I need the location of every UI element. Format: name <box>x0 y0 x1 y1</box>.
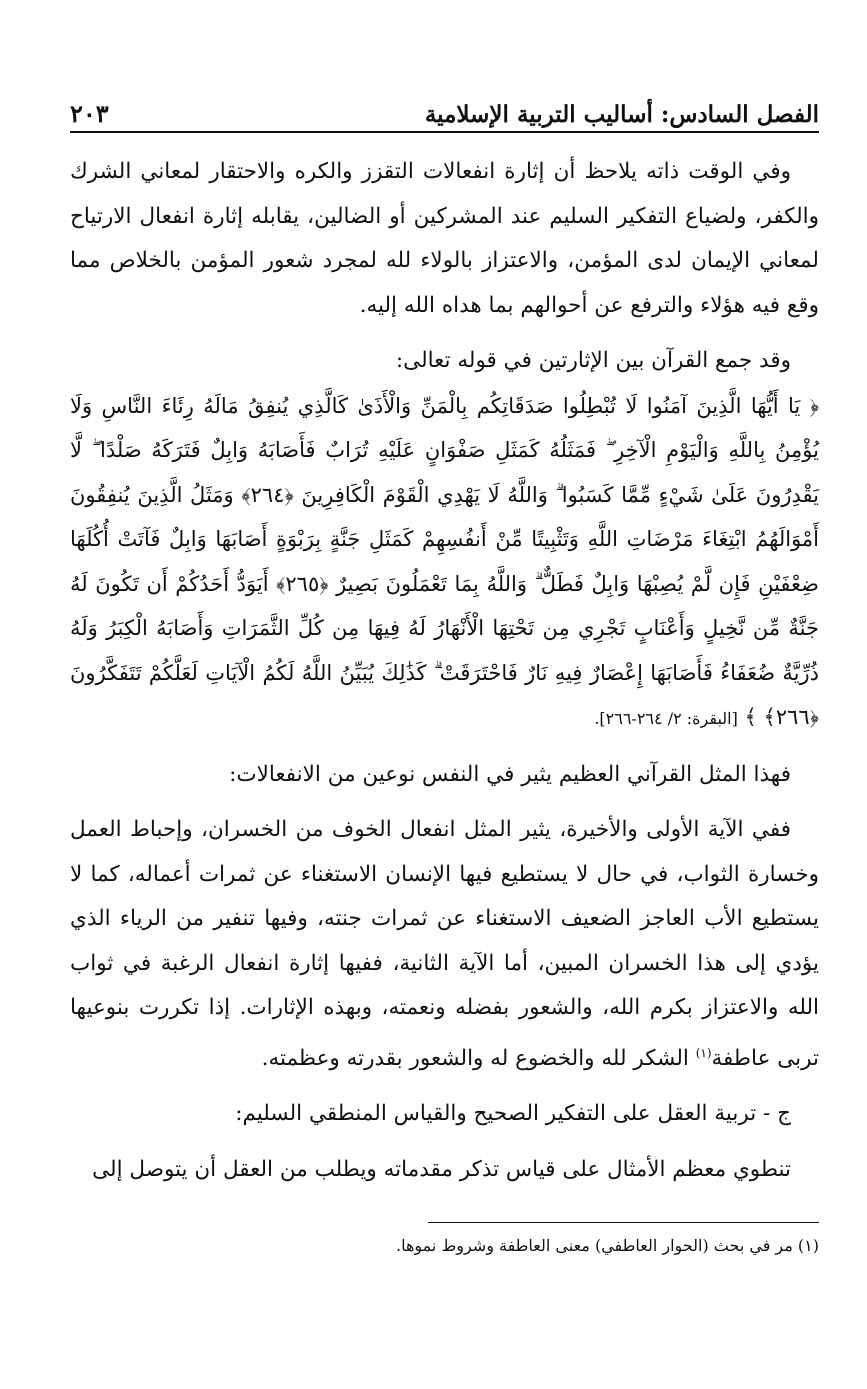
quran-reference: [البقرة: ٢/ ٢٦٤-٢٦٦]. <box>594 709 738 728</box>
body-text <box>70 150 819 1192</box>
page-number: ٢٠٣ <box>70 99 109 128</box>
chapter-title: الفصل السادس: أساليب التربية الإسلامية <box>424 101 819 128</box>
quran-verses: ﴿ يَا أَيُّهَا الَّذِينَ آمَنُوا لَا تُبْطِلُوا صَدَقَاتِكُم بِالْمَنِّ وَالْأَذَىٰ كَالَّذِي يُنفِقُ مَالَهُ رِئَاءَ النَّاسِ وَلَا يُؤْمِنُ بِاللَّهِ وَالْيَوْمِ الْآخِرِ ۖ فَمَثَلُهُ كَمَثَلِ صَفْوَانٍ عَلَيْهِ تُرَابٌ فَأَصَابَهُ وَابِلٌ فَتَرَكَهُ صَلْدًا ۖ لَّا يَقْدِرُونَ عَلَىٰ شَيْءٍ مِّمَّا كَسَبُوا ۗ وَاللَّهُ لَا يَهْدِي الْقَوْمَ الْكَافِرِينَ ﴿٢٦٤﴾ وَمَثَلُ الَّذِينَ يُنفِقُونَ أَمْوَالَهُمُ ابْتِغَاءَ مَرْضَاتِ اللَّهِ وَتَثْبِيتًا مِّنْ أَنفُسِهِمْ كَمَثَلِ جَنَّةٍ بِرَبْوَةٍ أَصَابَهَا وَابِلٌ فَآتَتْ أُكُلَهَا ضِعْفَيْنِ فَإِن لَّمْ يُصِبْهَا وَابِلٌ فَطَلٌّ ۗ وَاللَّهُ بِمَا تَعْمَلُونَ بَصِيرٌ ﴿٢٦٥﴾ أَيَوَدُّ أَحَدُكُمْ أَن تَكُونَ لَهُ جَنَّةٌ مِّن نَّخِيلٍ وَأَعْنَابٍ تَجْرِي مِن تَحْتِهَا الْأَنْهَارُ لَهُ فِيهَا مِن كُلِّ الثَّمَرَاتِ وَأَصَابَهُ الْكِبَرُ وَلَهُ ذُرِّيَّةٌ ضُعَفَاءُ فَأَصَابَهَا إِعْصَارٌ فِيهِ نَارٌ فَاحْتَرَقَتْ ۗ كَذَٰلِكَ يُبَيِّنُ اللَّهُ لَكُمُ الْآيَاتِ لَعَلَّكُمْ تَتَفَكَّرُونَ ﴿٢٦٦﴾ ﴾ <box>70 393 820 729</box>
footnote-divider <box>428 1222 819 1223</box>
paragraph-emotional-arousal: وفي الوقت ذاته يلاحظ أن إثارة انفعالات التقزز والكره والاحتقار لمعاني الشرك والكفر، ولضياع التفكير السليم عند المشركين أو الضالين، يقابله إثارة انفعال الارتياح لمعاني الإيمان لدى المؤمن، والاعتزاز بالولاء لله لمجرد شعور المؤمن بالخلاص مما وقع فيه هؤلاء والترفع عن أحوالهم بما هداه الله إليه. <box>70 159 819 318</box>
quran-verse-block <box>70 384 819 742</box>
paragraph-verse-analysis-tail: الشكر لله والخضوع له والشعور بقدرته وعظمته. <box>261 1045 696 1071</box>
paragraph-verse-analysis <box>70 808 819 1081</box>
paragraph-analogy: تنطوي معظم الأمثال على قياس تذكر مقدماته ويطلب من العقل أن يتوصل إلى <box>92 1156 791 1182</box>
paragraph-quran-intro: وقد جمع القرآن بين الإثارتين في قوله تعالى: <box>395 348 791 373</box>
paragraph-verse-analysis-text: ففي الآية الأولى والأخيرة، يثير المثل انفعال الخوف من الخسران، وإحباط العمل وخسارة الثواب، في حال لا يستطيع فيها الإنسان الاستغناء عن ثمرات أعماله، كما لا يستطيع الأب العاجز الضعيف الاستغناء عن ثمرات جنته، وفيها تنفير من الرياء الذي يؤدي إلى هذا الخسران المبين، أما الآية الثانية، ففيها إثارة انفعال الرغبة في ثواب الله والاعتزاز بكرم الله، والشعور بفضله ونعمته، وبهذه الإثارات. إذا تكررت بنوعيها تربى عاطفة <box>70 817 819 1071</box>
footnote: (١) مر في بحث (الحوار العاطفي) معنى العاطفة وشروط نموها. <box>395 1236 819 1255</box>
paragraph-two-emotions: فهذا المثل القرآني العظيم يثير في النفس نوعين من الانفعالات: <box>229 761 791 787</box>
running-header <box>70 88 819 128</box>
footnote-marker: (١) <box>695 1045 712 1060</box>
section-heading-reasoning: ج - تربية العقل على التفكير الصحيح والقياس المنطقي السليم: <box>235 1101 791 1127</box>
header-divider <box>70 131 819 133</box>
